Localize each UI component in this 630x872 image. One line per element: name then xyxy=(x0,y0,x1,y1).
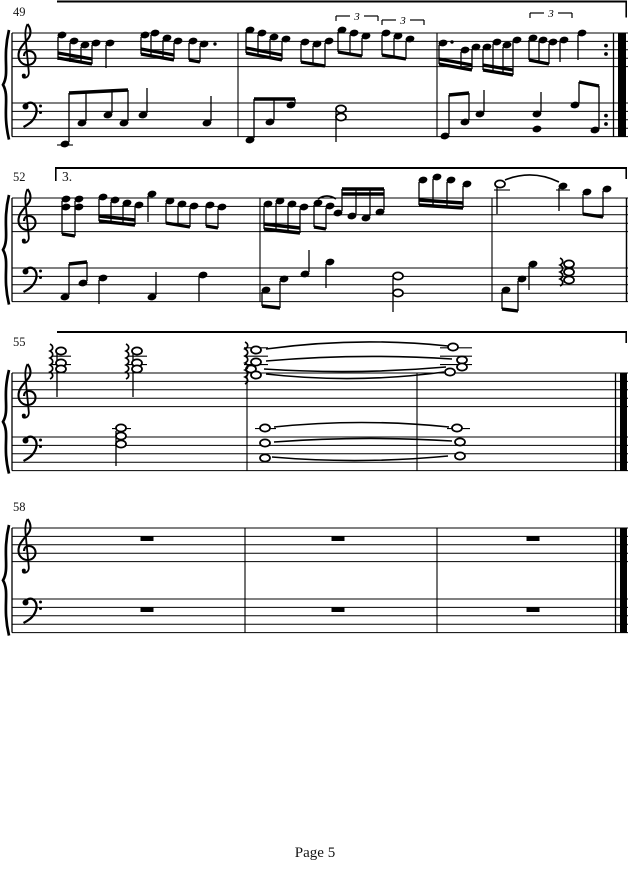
open-notehead xyxy=(251,371,261,378)
open-notehead xyxy=(564,268,574,275)
final-barline-thick xyxy=(620,373,627,471)
open-notehead xyxy=(260,424,270,431)
whole-rest xyxy=(141,607,154,612)
measure-number-system-4: 58 xyxy=(13,500,26,514)
whole-rest xyxy=(527,536,540,541)
whole-rest xyxy=(332,607,345,612)
open-notehead xyxy=(336,113,346,120)
bass-clef-icon xyxy=(24,103,37,127)
bass-clef-icon xyxy=(39,607,42,610)
beam xyxy=(419,205,463,208)
repeat-barline-thick xyxy=(618,33,626,137)
page-footer: Page 5 xyxy=(294,845,336,861)
measure-number-system-3: 55 xyxy=(13,335,26,349)
beam xyxy=(264,224,300,228)
open-notehead xyxy=(457,363,467,370)
arpeggio-mark xyxy=(50,344,53,379)
whole-rest xyxy=(141,536,154,541)
triplet-number-label: 3 xyxy=(400,15,406,27)
final-barline-thick xyxy=(620,528,627,633)
open-notehead xyxy=(132,347,142,354)
whole-rest xyxy=(527,607,540,612)
open-notehead xyxy=(116,432,126,439)
bass-clef-icon xyxy=(39,439,42,442)
open-notehead xyxy=(564,276,574,283)
open-notehead xyxy=(448,343,458,350)
beam xyxy=(264,229,300,233)
triplet-number-label: 3 xyxy=(354,11,360,23)
beam xyxy=(62,234,75,236)
beam xyxy=(262,306,280,308)
open-notehead xyxy=(260,439,270,446)
tie-slur xyxy=(274,423,449,428)
beam xyxy=(449,93,469,95)
open-notehead xyxy=(564,260,574,267)
open-notehead xyxy=(132,365,142,372)
beam xyxy=(69,262,87,264)
open-notehead xyxy=(393,272,403,279)
arpeggio-mark xyxy=(245,342,248,384)
bass-clef-icon xyxy=(39,601,42,604)
repeat-dot xyxy=(604,44,608,48)
arpeggio-mark xyxy=(560,258,563,286)
beam xyxy=(189,60,200,62)
bass-clef-icon xyxy=(39,270,42,273)
bass-clef-icon xyxy=(24,599,37,623)
treble-clef-icon xyxy=(22,414,26,418)
arpeggio-mark xyxy=(126,344,129,379)
whole-rest xyxy=(332,536,345,541)
bass-clef-icon xyxy=(39,276,42,279)
grand-staff-brace xyxy=(3,30,9,140)
open-notehead xyxy=(455,438,465,445)
bass-clef-icon xyxy=(39,111,42,114)
open-notehead xyxy=(393,289,403,296)
triplet-number-label: 3 xyxy=(548,8,554,20)
grand-staff-brace xyxy=(3,195,9,305)
open-notehead xyxy=(445,368,455,375)
bass-clef-icon xyxy=(39,105,42,108)
beam xyxy=(314,227,326,229)
tie-slur xyxy=(266,356,452,361)
grand-staff-brace xyxy=(3,525,9,636)
open-notehead xyxy=(116,440,126,447)
tie-slur xyxy=(505,175,559,182)
repeat-dot xyxy=(604,52,608,56)
bass-clef-icon xyxy=(39,445,42,448)
open-notehead xyxy=(455,452,465,459)
beam xyxy=(99,221,135,225)
treble-clef-icon xyxy=(22,74,26,78)
open-notehead xyxy=(452,424,462,431)
treble-clef-icon xyxy=(22,569,26,573)
tie-slur xyxy=(274,438,452,442)
augmentation-dot xyxy=(213,42,216,45)
augmentation-dot xyxy=(450,40,453,43)
beam xyxy=(69,90,128,93)
repeat-dot xyxy=(604,122,608,126)
volta-ending-label: 3. xyxy=(62,169,73,184)
grand-staff-brace xyxy=(3,370,9,474)
open-notehead xyxy=(251,358,261,365)
beam xyxy=(419,200,463,203)
measure-number-system-2: 52 xyxy=(13,170,26,184)
open-notehead xyxy=(251,346,261,353)
treble-clef-icon xyxy=(22,239,26,243)
filled-notehead xyxy=(532,125,542,134)
beam xyxy=(99,216,135,220)
open-notehead xyxy=(336,105,346,112)
repeat-dot xyxy=(604,114,608,118)
beam xyxy=(579,82,599,86)
beam xyxy=(502,309,518,311)
open-notehead xyxy=(260,454,270,461)
tie-slur xyxy=(266,342,448,349)
bass-clef-icon xyxy=(24,268,37,292)
tie-slur xyxy=(272,456,448,461)
beam xyxy=(206,226,218,228)
open-notehead xyxy=(495,180,505,187)
open-notehead xyxy=(116,424,126,431)
bass-clef-icon xyxy=(24,437,37,461)
open-notehead xyxy=(56,365,66,372)
tie-slur xyxy=(264,367,446,372)
measure-number-system-1: 49 xyxy=(13,5,26,19)
open-notehead xyxy=(56,347,66,354)
